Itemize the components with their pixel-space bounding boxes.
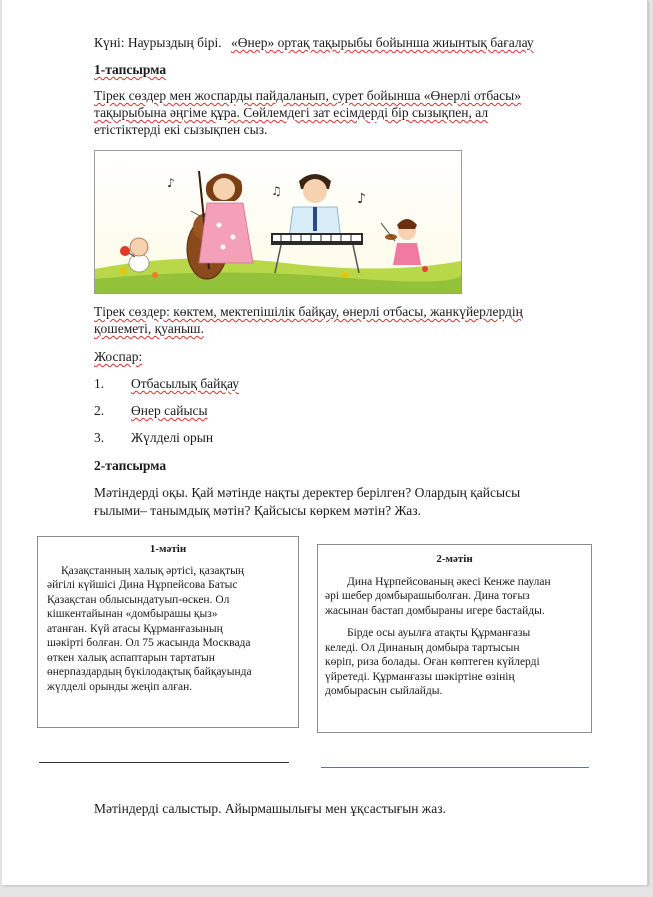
text2-line: Дина Нұрпейсованың әкесі Кенже паулан	[347, 575, 551, 588]
text2-title: 2-мәтін	[436, 553, 473, 565]
text1-line: өнерпаздардың бүкілодақтық байқауында	[47, 666, 252, 678]
text2-line: домбырасын сыйлайды.	[325, 685, 443, 697]
document-page	[2, 0, 648, 885]
support-words-text2: қошеметі, қуаныш.	[94, 321, 204, 336]
plan-item-text	[131, 403, 208, 419]
text2-body	[318, 575, 591, 699]
answer-line-right[interactable]	[321, 767, 589, 768]
answer-line-left[interactable]	[39, 762, 289, 763]
plan-item-num: 1.	[94, 376, 105, 391]
text2-line: келеді. Ол Динаның домбыра тартысын	[325, 641, 520, 654]
plan-item-text: Жүлделі орын	[131, 430, 214, 445]
plan-label: Жоспар:	[94, 349, 143, 364]
text1-line: жүлделі орынды жеңіп алған.	[47, 680, 193, 693]
text2-box	[317, 544, 592, 733]
text2-line: әрі шебер домбырашыболған. Дина тоғыз	[325, 590, 530, 602]
text2-line: үйретеді. Құрманғазы шәкіртіне өзінің	[325, 670, 515, 683]
text1-line: шәкірті болған. Ол 75 жасында Москвада	[47, 637, 251, 649]
support-words-line1	[94, 304, 523, 320]
svg-text:♫: ♫	[271, 184, 282, 198]
text1-box	[37, 536, 299, 728]
task1-instruction-line2	[94, 105, 488, 121]
text1-line: әйгілі күйшісі Дина Нұрпейсова Батыс	[47, 579, 238, 591]
text2-line: жасынан бастап домбыраны игере бастайды.	[325, 604, 545, 617]
text1-title: 1-мәтін	[149, 543, 187, 555]
plan-item-text-inner: Өнер сайысы	[131, 403, 208, 418]
header-line	[94, 35, 534, 51]
task2-instruction-line1: Мәтіндерді оқы. Қай мәтінде нақты деректер берілген? Олардың қайсысы	[94, 485, 521, 500]
text1-line: өткен халық аспаптарын тартатын	[47, 651, 215, 664]
text1-body	[38, 564, 298, 695]
topic-title: «Өнер» ортақ тақырыбы бойынша жиынтық бағалау	[230, 35, 534, 50]
compare-instruction: Мәтіндерді салыстыр. Айырмашылығы мен ұқсастығын жаз.	[94, 801, 446, 816]
support-words-line2	[94, 321, 204, 337]
task1-title: 1-тапсырма	[94, 62, 167, 77]
plan-item-num: 2.	[94, 403, 105, 418]
task2-instruction-line2: ғылыми– танымдық мәтін? Қайсысы көркем мәтін? Жаз.	[94, 503, 421, 518]
svg-text:♪: ♪	[167, 176, 175, 190]
text2-line: көріп, риза болады. Оған көптеген күйлерді	[325, 656, 540, 668]
text1-line: кішкентайынан «домбырашы қыз»	[47, 608, 218, 620]
text2-line: Бірде осы ауылға атақты Құрманғазы	[347, 627, 531, 639]
task1-instruction-line3: етістіктерді екі сызықпен сыз.	[94, 122, 268, 137]
task1-instruction-text2: тақырыбына әңгіме құра. Сөйлемдегі зат есімдерді бір сызықпен, ал	[94, 105, 489, 120]
text1-line: атанған. Күй атасы Құрманғазының	[47, 622, 223, 635]
text1-line: Қазақстан облысындатуып-өскен. Ол	[47, 593, 230, 606]
plan-item-num: 3.	[94, 430, 105, 445]
family-illustration	[94, 150, 462, 294]
plan-item-text: Отбасылық байқау	[131, 376, 240, 391]
task2-title: 2-тапсырма	[94, 458, 167, 473]
task1-instruction-text1: Тірек сөздер мен жоспарды пайдаланып, сурет бойынша «Өнерлі отбасы»	[94, 88, 521, 103]
task1-instruction-line1	[94, 88, 521, 104]
family-illustration-svg	[95, 151, 461, 293]
text1-line: Қазақстанның халық әртісі, қазақтың	[61, 564, 244, 577]
svg-text:♪: ♪	[357, 191, 366, 207]
support-words-text1: Тірек сөздер: көктем, мектепішілік байқау, өнерлі отбасы, жанкүйерлердің	[94, 304, 523, 319]
date-prefix: Күні: Наурыздың бірі.	[94, 35, 222, 50]
